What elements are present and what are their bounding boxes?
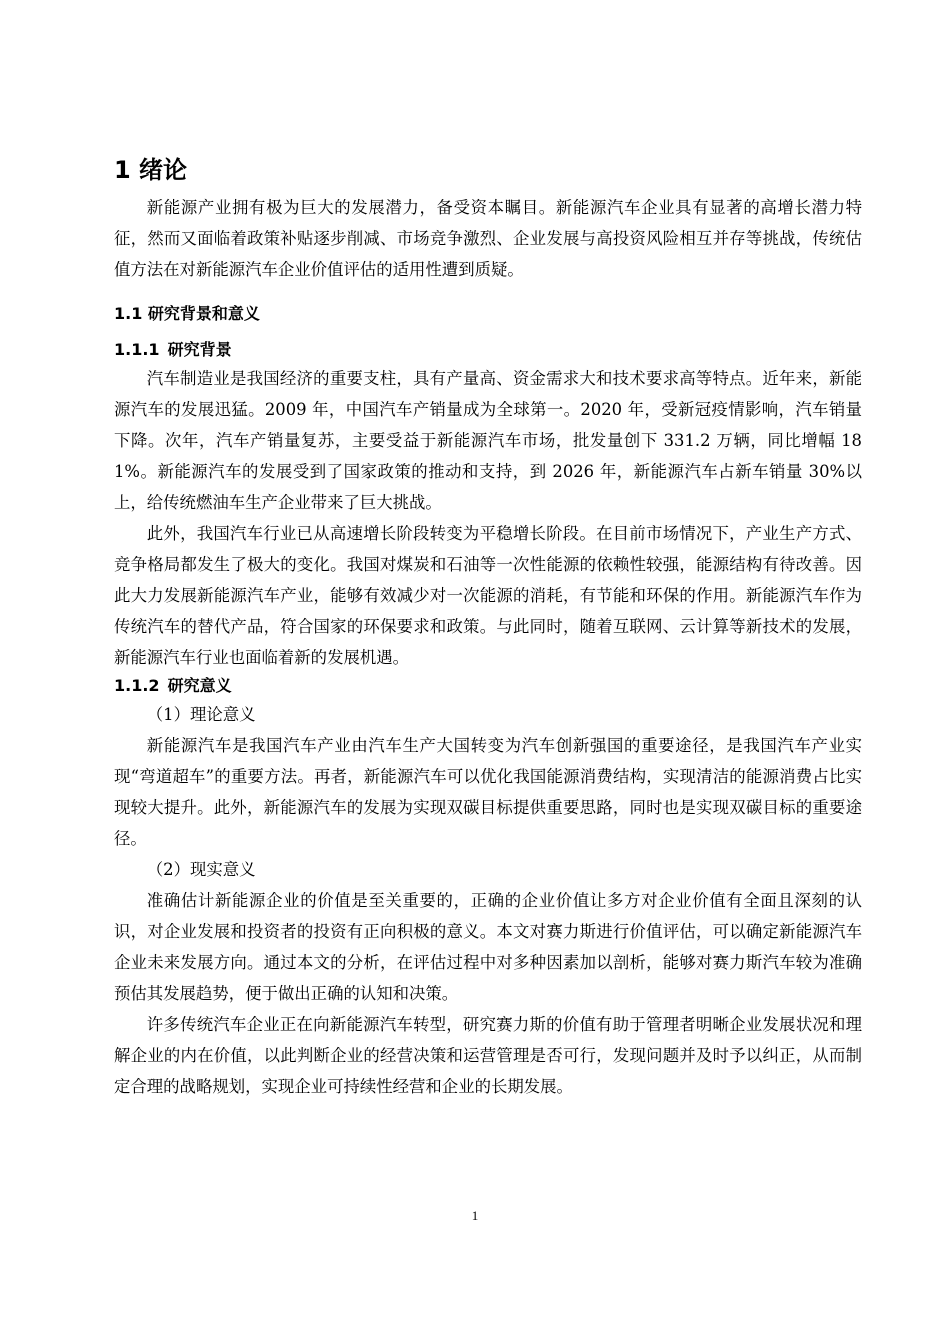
practice-paragraph-2: 许多传统汽车企业正在向新能源汽车转型，研究赛力斯的价值有助于管理者明晰企业发展状况和理解企业的内在价值，以此判断企业的经营决策和运营管理是否可行，发现问题并及时予以纠正，从而制定合理的战略规划，实现企业可持续性经营和企业的长期发展。 <box>114 1015 862 1096</box>
section-heading-1-1-1 <box>114 337 862 363</box>
section-title: 研究意义 <box>167 676 232 695</box>
section-title: 研究背景 <box>167 340 232 359</box>
chapter-title: 1 绪论 <box>114 156 188 184</box>
theory-subheading: （1）理论意义 <box>146 705 256 724</box>
background-paragraph-2: 此外，我国汽车行业已从高速增长阶段转变为平稳增长阶段。在目前市场情况下，产业生产方式、竞争格局都发生了极大的变化。我国对煤炭和石油等一次性能源的依赖性较强，能源结构有待改善。因此大力发展新能源汽车产业，能够有效减少对一次能源的消耗，有节能和环保的作用。新能源汽车作为传统汽车的替代产品，符合国家的环保要求和政策。与此同时，随着互联网、云计算等新技术的发展，新能源汽车行业也面临着新的发展机遇。 <box>114 524 862 667</box>
theory-paragraph: 新能源汽车是我国汽车产业由汽车生产大国转变为汽车创新强国的重要途径，是我国汽车产业实现“弯道超车”的重要方法。再者，新能源汽车可以优化我国能源消费结构，实现清洁的能源消费占比实现较大提升。此外，新能源汽车的发展为实现双碳目标提供重要思路，同时也是实现双碳目标的重要途径。 <box>114 736 862 848</box>
chapter-intro-paragraph: 新能源产业拥有极为巨大的发展潜力，备受资本瞩目。新能源汽车企业具有显著的高增长潜力特征，然而又面临着政策补贴逐步削减、市场竞争激烈、企业发展与高投资风险相互并存等挑战，传统估值方法在对新能源汽车企业价值评估的适用性遭到质疑。 <box>114 198 862 279</box>
background-paragraph-1: 汽车制造业是我国经济的重要支柱，具有产量高、资金需求大和技术要求高等特点。近年来，新能源汽车的发展迅猛。2009 年，中国汽车产销量成为全球第一。2020 年，受新冠疫情影响，汽车销量下降。次年，汽车产销量复苏，主要受益于新能源汽车市场，批发量创下 331.2 万辆，同比增幅 181%。新能源汽车的发展受到了国家政策的推动和支持，到 2026 年，新能源汽车占新车销量 30%以上，给传统燃油车生产企业带来了巨大挑战。 <box>114 369 862 512</box>
page-content <box>114 150 862 1102</box>
practice-subheading: （2）现实意义 <box>146 860 256 879</box>
practice-paragraph-1: 准确估计新能源企业的价值是至关重要的，正确的企业价值让多方对企业价值有全面且深刻的认识，对企业发展和投资者的投资有正向积极的意义。本文对赛力斯进行价值评估，可以确定新能源汽车企业未来发展方向。通过本文的分析，在评估过程中对多种因素加以剖析，能够对赛力斯汽车较为准确预估其发展趋势，便于做出正确的认知和决策。 <box>114 891 862 1003</box>
section-number: 1.1.2 <box>114 676 160 695</box>
section-number: 1.1.1 <box>114 340 160 359</box>
page-number: 1 <box>471 1208 479 1223</box>
section-heading-1-1: 1.1 研究背景和意义 <box>114 304 260 323</box>
section-heading-1-1-2 <box>114 673 862 699</box>
